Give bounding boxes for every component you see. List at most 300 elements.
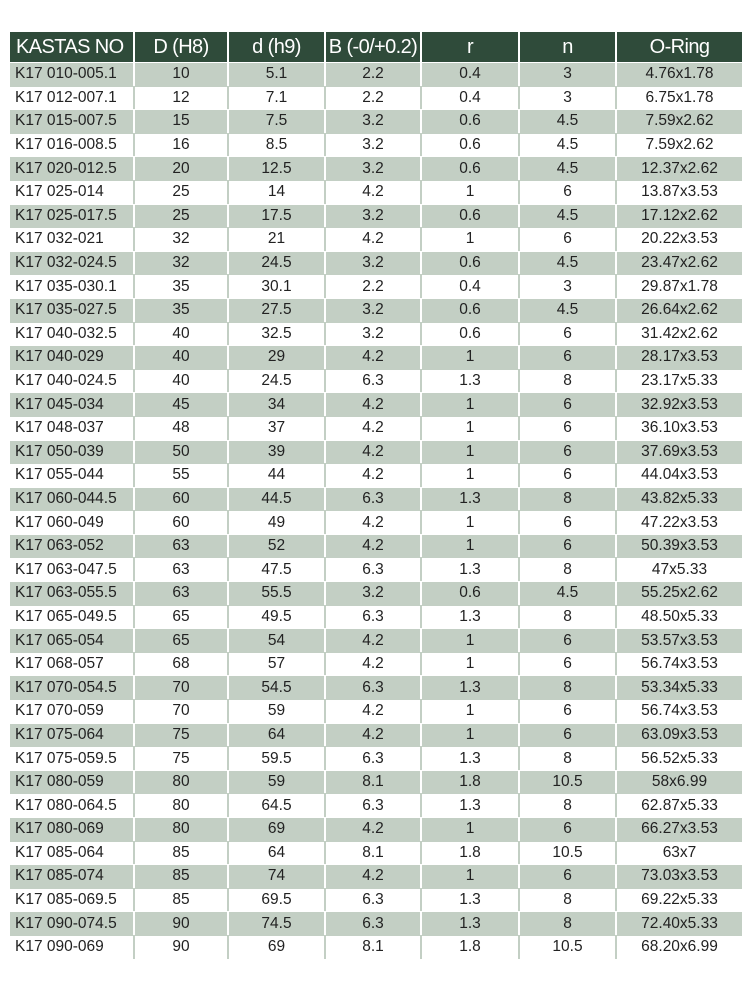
cell-groove-width: 4.2 [326,345,422,369]
cell-radius: 0.4 [422,274,520,298]
cell-part-number: K17 055-044 [10,463,135,487]
cell-rod-diameter: 47.5 [229,557,326,581]
cell-bore-diameter: 12 [135,86,229,110]
cell-n-value: 10.5 [520,841,617,865]
cell-part-number: K17 050-039 [10,440,135,464]
cell-groove-width: 6.3 [326,605,422,629]
cell-o-ring-size: 23.47x2.62 [617,251,742,275]
cell-part-number: K17 025-017.5 [10,204,135,228]
cell-o-ring-size: 43.82x5.33 [617,487,742,511]
cell-n-value: 6 [520,463,617,487]
cell-bore-diameter: 70 [135,675,229,699]
cell-bore-diameter: 16 [135,133,229,157]
cell-bore-diameter: 65 [135,628,229,652]
cell-part-number: K17 080-069 [10,817,135,841]
cell-o-ring-size: 63.09x3.53 [617,723,742,747]
table-row [10,581,742,605]
cell-radius: 1.3 [422,675,520,699]
cell-rod-diameter: 55.5 [229,581,326,605]
cell-rod-diameter: 64 [229,841,326,865]
cell-bore-diameter: 68 [135,652,229,676]
cell-radius: 1 [422,723,520,747]
cell-n-value: 8 [520,911,617,935]
cell-n-value: 4.5 [520,204,617,228]
cell-radius: 1.3 [422,911,520,935]
cell-radius: 0.4 [422,62,520,86]
cell-o-ring-size: 58x6.99 [617,770,742,794]
cell-o-ring-size: 37.69x3.53 [617,440,742,464]
cell-rod-diameter: 52 [229,534,326,558]
header-r: r [422,32,520,62]
cell-groove-width: 6.3 [326,675,422,699]
cell-rod-diameter: 14 [229,180,326,204]
cell-groove-width: 4.2 [326,652,422,676]
cell-part-number: K17 065-054 [10,628,135,652]
cell-groove-width: 4.2 [326,699,422,723]
cell-groove-width: 2.2 [326,86,422,110]
cell-part-number: K17 045-034 [10,392,135,416]
cell-rod-diameter: 34 [229,392,326,416]
cell-part-number: K17 080-059 [10,770,135,794]
cell-radius: 1 [422,817,520,841]
cell-rod-diameter: 69 [229,935,326,959]
table-row [10,345,742,369]
cell-part-number: K17 048-037 [10,416,135,440]
cell-radius: 0.6 [422,133,520,157]
cell-o-ring-size: 55.25x2.62 [617,581,742,605]
cell-n-value: 6 [520,628,617,652]
cell-bore-diameter: 40 [135,322,229,346]
table-row [10,251,742,275]
cell-n-value: 6 [520,227,617,251]
cell-part-number: K17 020-012.5 [10,156,135,180]
cell-radius: 1.3 [422,557,520,581]
cell-rod-diameter: 12.5 [229,156,326,180]
cell-part-number: K17 032-024.5 [10,251,135,275]
cell-part-number: K17 080-064.5 [10,793,135,817]
cell-part-number: K17 085-064 [10,841,135,865]
cell-groove-width: 6.3 [326,888,422,912]
table-row [10,227,742,251]
cell-bore-diameter: 48 [135,416,229,440]
table-row [10,487,742,511]
table-row [10,746,742,770]
cell-n-value: 3 [520,62,617,86]
table-row [10,62,742,86]
cell-n-value: 6 [520,864,617,888]
cell-n-value: 8 [520,675,617,699]
cell-n-value: 6 [520,652,617,676]
cell-radius: 0.6 [422,251,520,275]
spec-table-container [10,32,742,959]
cell-rod-diameter: 17.5 [229,204,326,228]
cell-groove-width: 3.2 [326,322,422,346]
cell-o-ring-size: 7.59x2.62 [617,109,742,133]
cell-rod-diameter: 64 [229,723,326,747]
table-row [10,322,742,346]
cell-radius: 1 [422,510,520,534]
cell-n-value: 8 [520,557,617,581]
cell-radius: 0.6 [422,109,520,133]
cell-groove-width: 8.1 [326,841,422,865]
cell-radius: 1.3 [422,888,520,912]
cell-groove-width: 3.2 [326,133,422,157]
cell-part-number: K17 065-049.5 [10,605,135,629]
cell-n-value: 4.5 [520,581,617,605]
table-row [10,133,742,157]
cell-radius: 1 [422,392,520,416]
cell-n-value: 6 [520,534,617,558]
table-row [10,369,742,393]
cell-radius: 1 [422,534,520,558]
cell-rod-diameter: 5.1 [229,62,326,86]
cell-n-value: 8 [520,793,617,817]
cell-o-ring-size: 17.12x2.62 [617,204,742,228]
spec-table [10,32,742,959]
cell-rod-diameter: 59 [229,770,326,794]
header-o-ring: O-Ring [617,32,742,62]
header-d-h9: d (h9) [229,32,326,62]
cell-part-number: K17 085-069.5 [10,888,135,912]
cell-rod-diameter: 32.5 [229,322,326,346]
table-row [10,392,742,416]
cell-n-value: 6 [520,440,617,464]
cell-rod-diameter: 8.5 [229,133,326,157]
cell-rod-diameter: 21 [229,227,326,251]
cell-part-number: K17 085-074 [10,864,135,888]
cell-radius: 1.8 [422,935,520,959]
cell-radius: 0.6 [422,298,520,322]
cell-bore-diameter: 50 [135,440,229,464]
cell-n-value: 8 [520,487,617,511]
cell-n-value: 8 [520,605,617,629]
cell-radius: 0.6 [422,204,520,228]
cell-bore-diameter: 75 [135,723,229,747]
table-body [10,62,742,959]
cell-radius: 1 [422,345,520,369]
cell-radius: 1.3 [422,369,520,393]
cell-part-number: K17 063-055.5 [10,581,135,605]
table-row [10,605,742,629]
cell-rod-diameter: 7.5 [229,109,326,133]
cell-radius: 1 [422,180,520,204]
table-row [10,770,742,794]
table-row [10,793,742,817]
cell-bore-diameter: 90 [135,935,229,959]
cell-o-ring-size: 13.87x3.53 [617,180,742,204]
cell-rod-diameter: 44.5 [229,487,326,511]
header-n: n [520,32,617,62]
cell-n-value: 4.5 [520,156,617,180]
cell-n-value: 8 [520,888,617,912]
cell-rod-diameter: 59 [229,699,326,723]
cell-bore-diameter: 10 [135,62,229,86]
cell-o-ring-size: 44.04x3.53 [617,463,742,487]
cell-part-number: K17 070-054.5 [10,675,135,699]
cell-o-ring-size: 12.37x2.62 [617,156,742,180]
cell-n-value: 6 [520,416,617,440]
table-row [10,274,742,298]
table-row [10,675,742,699]
cell-radius: 1 [422,628,520,652]
cell-groove-width: 4.2 [326,628,422,652]
cell-bore-diameter: 90 [135,911,229,935]
cell-o-ring-size: 28.17x3.53 [617,345,742,369]
header-kastas-no: KASTAS NO [10,32,135,62]
cell-bore-diameter: 63 [135,557,229,581]
cell-o-ring-size: 56.52x5.33 [617,746,742,770]
cell-bore-diameter: 25 [135,204,229,228]
table-row [10,888,742,912]
cell-part-number: K17 070-059 [10,699,135,723]
table-row [10,298,742,322]
cell-n-value: 10.5 [520,935,617,959]
table-row [10,204,742,228]
cell-o-ring-size: 48.50x5.33 [617,605,742,629]
cell-radius: 0.6 [422,156,520,180]
cell-groove-width: 6.3 [326,793,422,817]
cell-groove-width: 6.3 [326,487,422,511]
cell-part-number: K17 012-007.1 [10,86,135,110]
cell-bore-diameter: 35 [135,298,229,322]
cell-bore-diameter: 32 [135,251,229,275]
table-row [10,652,742,676]
cell-groove-width: 8.1 [326,935,422,959]
cell-o-ring-size: 62.87x5.33 [617,793,742,817]
cell-o-ring-size: 63x7 [617,841,742,865]
cell-o-ring-size: 56.74x3.53 [617,699,742,723]
cell-n-value: 8 [520,746,617,770]
cell-o-ring-size: 32.92x3.53 [617,392,742,416]
cell-part-number: K17 032-021 [10,227,135,251]
cell-bore-diameter: 35 [135,274,229,298]
cell-o-ring-size: 4.76x1.78 [617,62,742,86]
cell-groove-width: 2.2 [326,62,422,86]
cell-rod-diameter: 57 [229,652,326,676]
cell-rod-diameter: 27.5 [229,298,326,322]
cell-part-number: K17 063-052 [10,534,135,558]
cell-bore-diameter: 40 [135,369,229,393]
cell-n-value: 4.5 [520,298,617,322]
cell-rod-diameter: 24.5 [229,251,326,275]
cell-o-ring-size: 69.22x5.33 [617,888,742,912]
cell-bore-diameter: 20 [135,156,229,180]
cell-rod-diameter: 64.5 [229,793,326,817]
cell-n-value: 4.5 [520,109,617,133]
cell-o-ring-size: 31.42x2.62 [617,322,742,346]
cell-rod-diameter: 44 [229,463,326,487]
cell-o-ring-size: 20.22x3.53 [617,227,742,251]
cell-rod-diameter: 49.5 [229,605,326,629]
cell-radius: 1 [422,416,520,440]
cell-o-ring-size: 36.10x3.53 [617,416,742,440]
cell-bore-diameter: 75 [135,746,229,770]
cell-rod-diameter: 29 [229,345,326,369]
cell-n-value: 8 [520,369,617,393]
table-row [10,156,742,180]
cell-o-ring-size: 53.57x3.53 [617,628,742,652]
table-row [10,109,742,133]
table-row [10,86,742,110]
cell-radius: 1 [422,463,520,487]
cell-groove-width: 3.2 [326,581,422,605]
table-row [10,817,742,841]
cell-rod-diameter: 39 [229,440,326,464]
cell-o-ring-size: 73.03x3.53 [617,864,742,888]
cell-o-ring-size: 72.40x5.33 [617,911,742,935]
header-b: B (-0/+0.2) [326,32,422,62]
cell-n-value: 6 [520,510,617,534]
cell-radius: 0.4 [422,86,520,110]
cell-groove-width: 4.2 [326,180,422,204]
cell-bore-diameter: 63 [135,534,229,558]
cell-rod-diameter: 69.5 [229,888,326,912]
cell-groove-width: 6.3 [326,911,422,935]
header-row [10,32,742,62]
table-row [10,416,742,440]
cell-n-value: 6 [520,345,617,369]
cell-part-number: K17 090-074.5 [10,911,135,935]
cell-part-number: K17 068-057 [10,652,135,676]
cell-bore-diameter: 85 [135,888,229,912]
cell-part-number: K17 010-005.1 [10,62,135,86]
cell-part-number: K17 060-049 [10,510,135,534]
table-row [10,463,742,487]
cell-part-number: K17 040-024.5 [10,369,135,393]
cell-radius: 1 [422,864,520,888]
table-row [10,534,742,558]
cell-radius: 1.8 [422,841,520,865]
cell-groove-width: 3.2 [326,298,422,322]
cell-groove-width: 4.2 [326,864,422,888]
cell-radius: 1.3 [422,605,520,629]
cell-radius: 1.3 [422,746,520,770]
cell-bore-diameter: 80 [135,793,229,817]
header-d-h8: D (H8) [135,32,229,62]
cell-groove-width: 3.2 [326,109,422,133]
cell-o-ring-size: 6.75x1.78 [617,86,742,110]
table-row [10,440,742,464]
cell-groove-width: 6.3 [326,746,422,770]
table-row [10,841,742,865]
cell-rod-diameter: 37 [229,416,326,440]
cell-bore-diameter: 45 [135,392,229,416]
cell-groove-width: 4.2 [326,392,422,416]
table-row [10,723,742,747]
cell-o-ring-size: 68.20x6.99 [617,935,742,959]
cell-bore-diameter: 70 [135,699,229,723]
cell-n-value: 6 [520,180,617,204]
cell-part-number: K17 060-044.5 [10,487,135,511]
cell-bore-diameter: 80 [135,817,229,841]
table-row [10,864,742,888]
cell-radius: 1 [422,440,520,464]
cell-part-number: K17 040-032.5 [10,322,135,346]
cell-part-number: K17 040-029 [10,345,135,369]
cell-bore-diameter: 85 [135,864,229,888]
table-row [10,628,742,652]
cell-rod-diameter: 54 [229,628,326,652]
cell-bore-diameter: 60 [135,510,229,534]
cell-o-ring-size: 26.64x2.62 [617,298,742,322]
cell-radius: 0.6 [422,581,520,605]
cell-bore-diameter: 60 [135,487,229,511]
cell-part-number: K17 090-069 [10,935,135,959]
cell-groove-width: 4.2 [326,534,422,558]
cell-part-number: K17 075-064 [10,723,135,747]
table-row [10,510,742,534]
cell-bore-diameter: 63 [135,581,229,605]
cell-bore-diameter: 40 [135,345,229,369]
cell-o-ring-size: 7.59x2.62 [617,133,742,157]
cell-groove-width: 4.2 [326,817,422,841]
cell-radius: 1.3 [422,793,520,817]
cell-rod-diameter: 74 [229,864,326,888]
cell-rod-diameter: 54.5 [229,675,326,699]
cell-radius: 1 [422,227,520,251]
cell-groove-width: 4.2 [326,723,422,747]
table-row [10,911,742,935]
cell-part-number: K17 075-059.5 [10,746,135,770]
cell-part-number: K17 015-007.5 [10,109,135,133]
cell-groove-width: 4.2 [326,463,422,487]
cell-groove-width: 6.3 [326,369,422,393]
cell-groove-width: 2.2 [326,274,422,298]
cell-bore-diameter: 80 [135,770,229,794]
cell-n-value: 6 [520,699,617,723]
cell-bore-diameter: 15 [135,109,229,133]
cell-rod-diameter: 69 [229,817,326,841]
cell-o-ring-size: 50.39x3.53 [617,534,742,558]
cell-n-value: 4.5 [520,133,617,157]
cell-bore-diameter: 25 [135,180,229,204]
cell-bore-diameter: 55 [135,463,229,487]
cell-groove-width: 6.3 [326,557,422,581]
cell-rod-diameter: 7.1 [229,86,326,110]
cell-bore-diameter: 32 [135,227,229,251]
cell-o-ring-size: 66.27x3.53 [617,817,742,841]
cell-o-ring-size: 47.22x3.53 [617,510,742,534]
cell-rod-diameter: 24.5 [229,369,326,393]
cell-groove-width: 4.2 [326,416,422,440]
cell-bore-diameter: 65 [135,605,229,629]
cell-part-number: K17 063-047.5 [10,557,135,581]
cell-o-ring-size: 23.17x5.33 [617,369,742,393]
cell-radius: 0.6 [422,322,520,346]
cell-rod-diameter: 30.1 [229,274,326,298]
cell-part-number: K17 035-027.5 [10,298,135,322]
cell-groove-width: 8.1 [326,770,422,794]
cell-n-value: 3 [520,86,617,110]
cell-radius: 1 [422,652,520,676]
cell-n-value: 10.5 [520,770,617,794]
cell-part-number: K17 025-014 [10,180,135,204]
cell-groove-width: 4.2 [326,510,422,534]
cell-n-value: 6 [520,817,617,841]
cell-bore-diameter: 85 [135,841,229,865]
table-row [10,180,742,204]
cell-groove-width: 3.2 [326,156,422,180]
cell-n-value: 6 [520,322,617,346]
table-row [10,557,742,581]
cell-n-value: 3 [520,274,617,298]
cell-o-ring-size: 56.74x3.53 [617,652,742,676]
cell-groove-width: 3.2 [326,251,422,275]
cell-rod-diameter: 59.5 [229,746,326,770]
cell-groove-width: 4.2 [326,227,422,251]
cell-n-value: 6 [520,723,617,747]
cell-groove-width: 3.2 [326,204,422,228]
